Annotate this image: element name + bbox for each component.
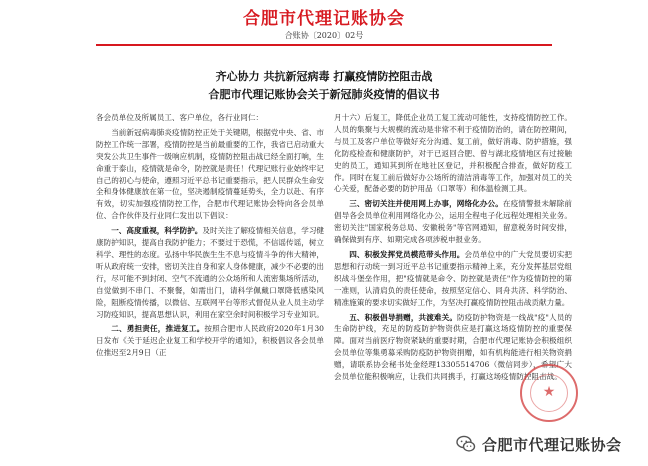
item-2-title: 二、勇担责任，推进复工。 bbox=[111, 324, 205, 334]
item-4-body: 会员单位中的广大党员要切实把思想和行动统一到习近平总书记重要指示精神上来，充分发挥基层党组织战斗堡垒作用，把"疫情就是命令、防控就是责任"作为疫情防控的第一准则，认清肩负的责任使命，按照坚定信心、同舟共济、科学防治、精准施策的要求切实做好工作，为坚决打赢疫情防控阻击战贡献力量。 bbox=[334, 249, 572, 307]
item-2-continuation: 月十六）后复工，降低企业员工复工流动可能性，支持疫情防控工作。人员的集聚与大规模的流动是非常不利于疫情防治的，请在防控期间，与员工及客户单位等做好充分沟通、复工前，做好消毒、防护措施，强化防疫检查和健康防护，对于已返回合肥、曾与湖北疫情地区有过接触史的员工，通知其到所在地社区登记，并积极配合排查，做好防疫工作。同时在复工前后做好办公场所的清洁消毒等工作，加强对员工的关心关爱，配备必要的防护用品（口罩等）和体温检测工具。 bbox=[334, 113, 572, 194]
seal-star-icon: ★ bbox=[542, 384, 556, 400]
watermark-text: 合肥市代理记账协会 bbox=[482, 435, 622, 454]
item-1-body: 及时关注了解疫情相关信息，学习健康防护知识，提高自我防护能力；不要过于恐慌，不信谣传谣，树立科学、理性的态度。弘扬中华民族生生不息与疫情斗争的伟大精神，听从政府统一安排，密切关注自身和家人身体健康，减少不必要的出行，尽可能不到封闭、空气不流通的公众场所和人流密集场所活动，自觉做到不串门、不聚餐，如需出门，请科学佩戴口罩降低感染风险，阻断疫情传播，以微信、互联网平台等形式督促从业人员主动学习防疫知识，提高思想认识，利用在家空余时间积极学习专业知识。 bbox=[96, 226, 324, 319]
item-5-title: 五、积极倡导捐赠，共渡难关。 bbox=[349, 312, 458, 322]
letterhead-org-name: 合肥市代理记账协会 bbox=[243, 9, 405, 29]
item-4-title: 四、积极发挥党员模范带头作用。 bbox=[349, 249, 465, 259]
item-2-paragraph bbox=[96, 323, 324, 359]
item-1-title: 一、高度重视，科学防护。 bbox=[111, 226, 203, 236]
item-3-body: 在疫情警报未解除前倡导各会员单位利用网络化办公，运用全程电子化远程处理相关业务。密切关注"国家税务总局、安徽税务"等官网通知，留意税务时间安排，确保做到有序、如期完成各项涉税申报业务。 bbox=[334, 199, 572, 245]
official-seal-stamp bbox=[520, 364, 578, 422]
document-subtitle: 合肥市代理记账协会关于新冠肺炎疫情的倡议书 bbox=[208, 88, 440, 101]
right-text-column bbox=[334, 112, 572, 402]
intro-paragraph: 当前新冠病毒肺炎疫情防控正处于关键期，根据党中央、省、市防控工作统一部署，疫情防控是当前最重要的工作，我省已启动重大突发公共卫生事件一级响应机制，疫情防控阻击战已经全面打响，生命重于泰山，疫情就是命令，防控就是责任！代理记账行业始终牢记自己的初心与使命，遵照习近平总书记重要指示，把人民群众生命安全和身体健康放在第一位，坚决遏制疫情蔓延势头，全力以赴、有序有效，切实加强疫情防控工作，合肥市代理记账协会特向各会员单位、合作伙伴及行业同仁发出以下倡议： bbox=[96, 127, 324, 221]
item-3-paragraph bbox=[334, 198, 572, 246]
salutation: 各会员单位及所属员工、客户单位，各行业同仁： bbox=[96, 113, 264, 122]
document-headline: 齐心协力 共抗新冠病毒 打赢疫情防控阻击战 bbox=[215, 70, 433, 83]
item-3-title: 三、密切关注并使用网上办事，网络化办公。 bbox=[349, 199, 503, 209]
item-2-body: 按照合肥市人民政府2020年1月30日发布《关于延迟企业复工和学校开学的通知》，积极倡议各会员单位推迟至2月9日（正 bbox=[96, 324, 324, 358]
wechat-watermark bbox=[452, 430, 626, 458]
left-text-column bbox=[96, 112, 324, 452]
wechat-icon bbox=[456, 434, 476, 454]
item-1-paragraph bbox=[96, 225, 324, 320]
item-4-paragraph bbox=[334, 249, 572, 309]
item-5-body: 防疫防护物资是一线战"疫"人员的生命防护线，充足的防疫防护物资供应是打赢这场疫情防控的重要保障。面对当前医疗物资紧缺的重要时期，合肥市代理记账协会积极组织会员单位等集勇募采购防疫防护物资捐赠，如有机构能进行相关物资捐赠，请联系协会秘书处金经理13305514706（微信同步），希望广大会员单位能积极响应，让我们共同携手，打赢这场疫情防控阻击战。 bbox=[334, 312, 572, 382]
red-divider bbox=[96, 44, 552, 46]
document-number: 合账协〔2020〕02号 bbox=[284, 31, 364, 40]
